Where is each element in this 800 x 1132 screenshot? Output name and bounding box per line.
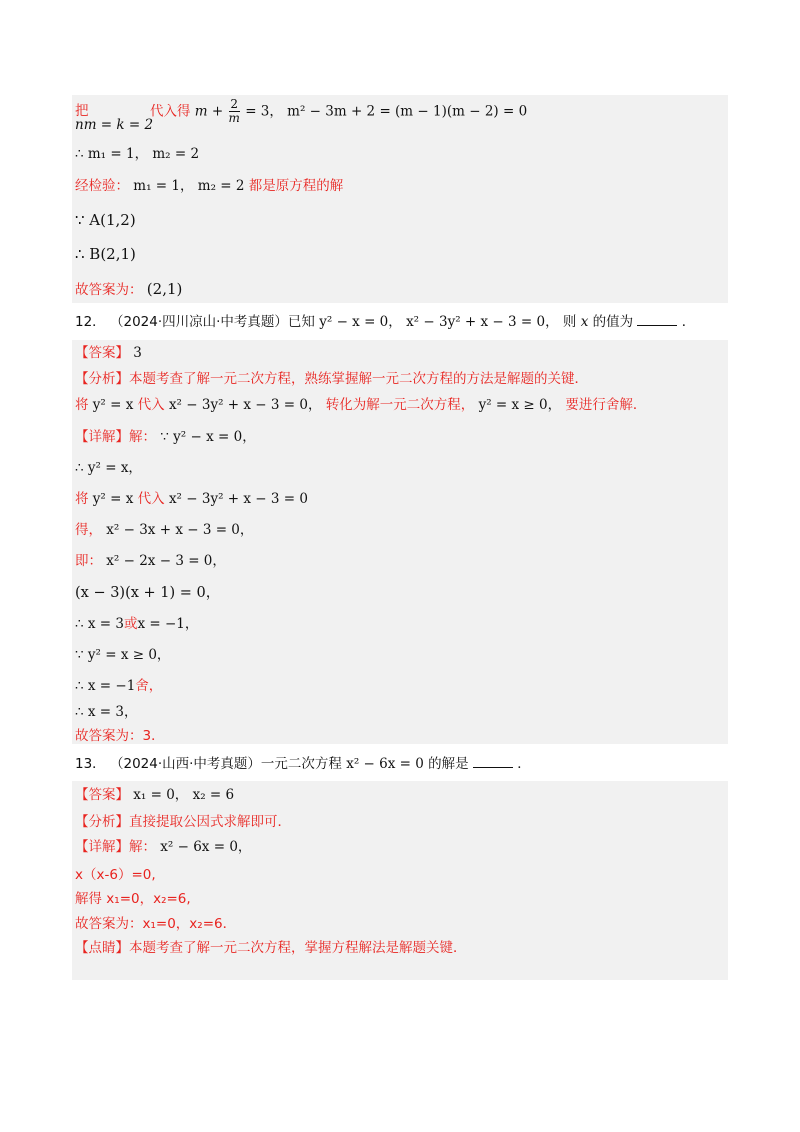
a12-analysis-tag: 【分析】 [75,371,129,387]
a12-s6-m1: ∴ x = 3 [75,616,124,632]
a13-detail [75,838,251,856]
q12-then: 则 [562,314,577,330]
a12-step4 [75,552,226,570]
b1-l1-eq-right: = 3， m² − 3m + 2 = (m − 1)(m − 2) = 0 [245,103,528,120]
a12-s3-a: 得， [75,522,102,538]
a12-detail-a: 解： [129,429,156,445]
a12-step8 [75,677,162,695]
a12-analysis-text: 本题考查了解一元二次方程，熟练掌握解一元二次方程的方法是解题的关键． [129,371,588,387]
a12-s10-b: 3． [142,728,165,744]
a12-s8-b: 舍， [135,678,163,694]
question-12 [75,313,695,331]
q12-eq1: y² − x = 0， [319,314,402,330]
b1-line2: ∴ m₁ = 1， m₂ = 2 [75,146,200,162]
b1-line3 [75,177,343,195]
a12-detail-tag: 【详解】 [75,429,129,445]
b1-l1-prefix: 把 [75,103,89,119]
a12-answer [75,344,142,362]
a12-answer-val: 3 [133,345,142,361]
q13-number: 13． [75,756,106,772]
b1-l1-cond: nm = k = 2 [75,117,154,133]
a13-answer-math: x₁ = 0， x₂ = 6 [133,787,235,803]
a12-l3-c: 转化为解一元二次方程， [325,397,475,413]
a12-s4-a: 即： [75,553,102,569]
a13-remark-text: 本题考查了解一元二次方程，掌握方程解法是解题关键． [129,940,467,956]
a12-s8-m: ∴ x = −1 [75,678,136,694]
a12-line3 [75,396,646,414]
q12-end: ． [681,314,696,330]
a12-detail [75,428,256,446]
a13-analysis-tag: 【分析】 [75,814,129,830]
a12-step7: ∵ y² = x ≥ 0， [75,647,171,663]
b1-l1-eq-left: m + [194,103,224,120]
a13-analysis [75,813,291,831]
a12-s4-m: x² − 2x − 3 = 0， [106,553,226,569]
a12-step6 [75,615,198,633]
a12-l3-d: 要进行舍解． [565,397,647,413]
q13-answer-blank [473,755,513,768]
a12-l3-m3: y² = x ≥ 0， [478,397,562,413]
question-13 [75,755,531,773]
a12-s10-a: 故答案为： [75,728,143,744]
a13-step3: 故答案为：x₁=0，x₂=6． [75,916,237,932]
a12-step10 [75,727,165,745]
a12-step5: (x − 3)(x + 1) = 0， [75,585,221,601]
q12-var: x [580,314,589,330]
b1-l6-math: (2,1) [146,280,183,298]
q12-eq2: x² − 3y² + x − 3 = 0， [406,314,559,330]
a13-answer-tag: 【答案】 [75,787,129,803]
solution-block-11 [72,95,728,303]
a13-step2: 解得 x₁=0，x₂=6, [75,891,191,907]
a12-s2-m1: y² = x [92,491,134,507]
q13-source: （2024·山西·中考真题）一元二次方程 [109,756,342,772]
a12-step1: ∴ y² = x， [75,460,142,476]
a13-answer [75,786,234,804]
q12-number: 12． [75,314,106,330]
q12-tail: 的值为 [592,314,634,330]
a12-s2-m2: x² − 3y² + x − 3 = 0 [168,491,308,507]
q13-tail: 的解是 [428,756,469,772]
a13-detail-m: x² − 6x = 0， [160,839,252,855]
a12-s3-m: x² − 3x + x − 3 = 0， [106,522,254,538]
a13-analysis-text: 直接提取公因式求解即可． [129,814,291,830]
a13-detail-a: 解： [129,839,156,855]
a12-detail-m: ∵ y² − x = 0， [160,429,256,445]
b1-l1-mid: 代入得 [150,103,191,120]
a12-s2-a: 将 [75,491,89,507]
a12-l3-b: 代入 [137,397,165,413]
a12-l3-m2: x² − 3y² + x − 3 = 0， [168,397,322,413]
a12-s2-b: 代入 [137,491,165,507]
a12-step3 [75,521,253,539]
b1-l3-prefix: 经检验： [75,178,129,194]
a12-step9: ∴ x = 3， [75,704,138,720]
b1-line6 [75,280,182,299]
a12-analysis [75,370,588,388]
b1-frac-den: m [228,111,240,125]
q12-answer-blank [637,313,677,326]
a13-step1: x（x-6）=0, [75,867,156,883]
a12-s6-m2: x = −1， [137,616,199,632]
q12-source: （2024·四川凉山·中考真题）已知 [109,314,315,330]
a12-l3-m1: y² = x [92,397,134,413]
b1-line4: ∵ A(1,2) [75,211,136,229]
q13-end: ． [517,756,531,772]
b1-l6-prefix: 故答案为： [75,282,143,298]
b1-line5: ∴ B(2,1) [75,245,136,263]
b1-l3-suffix: 都是原方程的解 [248,178,344,194]
b1-l1-rest [150,98,527,125]
a12-answer-tag: 【答案】 [75,345,129,361]
a13-remark-tag: 【点睛】 [75,940,129,956]
b1-frac-num: 2 [230,97,239,111]
b1-l1-fraction [229,98,240,125]
q13-eq: x² − 6x = 0 [346,756,424,772]
a12-step2 [75,490,308,508]
a13-remark [75,939,467,957]
a12-l3-a: 将 [75,397,89,413]
a13-detail-tag: 【详解】 [75,839,129,855]
a12-s6-or: 或 [123,616,138,632]
b1-l3-math: m₁ = 1， m₂ = 2 [133,178,245,194]
